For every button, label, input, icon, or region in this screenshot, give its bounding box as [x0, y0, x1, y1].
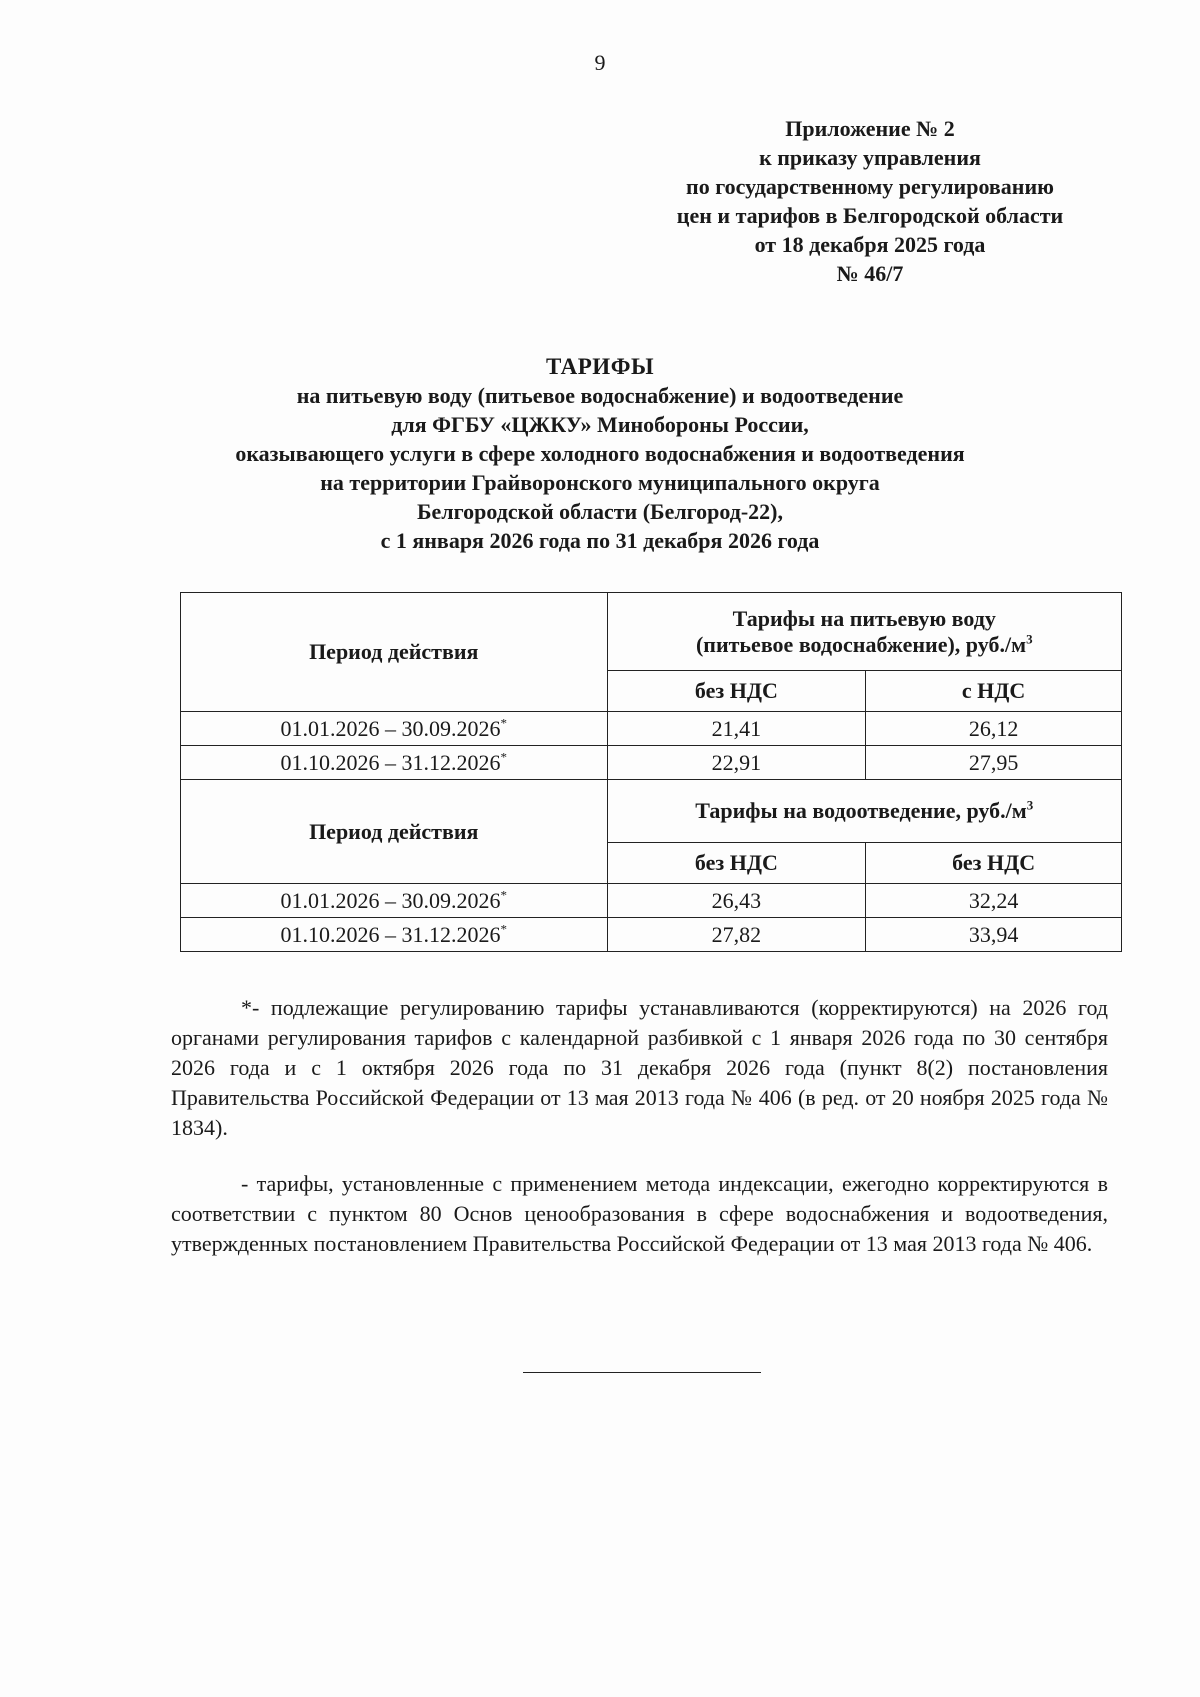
value-cell: 22,91 — [607, 746, 866, 780]
wastewater-tariff-header — [607, 780, 1121, 843]
table-row — [181, 918, 1122, 952]
appendix-line: Приложение № 2 — [785, 116, 955, 141]
footnote-mark: * — [500, 749, 507, 765]
appendix-line: от 18 декабря 2025 года — [754, 232, 986, 257]
tariffs-table — [180, 592, 1122, 952]
title-line: на территории Грайворонского муниципального округа — [320, 470, 880, 495]
end-divider — [523, 1372, 761, 1373]
title-line: Белгородской области (Белгород-22), — [417, 499, 783, 524]
value-cell: 33,94 — [866, 918, 1122, 952]
value-cell: 27,82 — [607, 918, 866, 952]
appendix-line: по государственному регулированию — [686, 174, 1054, 199]
indexation-paragraph — [171, 1169, 1108, 1259]
col-without-vat-header: без НДС — [607, 843, 866, 884]
col-with-vat-header: с НДС — [866, 671, 1122, 712]
table-row — [181, 712, 1122, 746]
water-tariff-header — [607, 593, 1121, 671]
page-number: 9 — [594, 50, 606, 75]
wastewater-tariff-header-text: Тарифы на водоотведение, руб./м — [695, 798, 1027, 823]
period-header: Период действия — [181, 780, 608, 884]
table-row — [181, 746, 1122, 780]
footnote-mark: * — [500, 887, 507, 903]
value-cell: 26,43 — [607, 884, 866, 918]
title-main: ТАРИФЫ — [545, 354, 655, 379]
indexation-text: - тарифы, установленные с применением метода индексации, ежегодно корректируются в соответствии с пунктом 80 Основ ценообразования в сфере водоснабжения и водоотведения, утвержденных постановлением Правительства Российской Федерации от 13 мая 2013 года № 406. — [171, 1171, 1108, 1256]
value-cell: 26,12 — [866, 712, 1122, 746]
col-without-vat-header: без НДС — [866, 843, 1122, 884]
title-line: с 1 января 2026 года по 31 декабря 2026 года — [380, 528, 820, 553]
table-header-row — [181, 780, 1122, 843]
table-row — [181, 884, 1122, 918]
water-tariff-header-line1: Тарифы на питьевую воду — [732, 605, 996, 631]
period-header: Период действия — [181, 593, 608, 712]
appendix-line: к приказу управления — [759, 145, 981, 170]
appendix-block — [620, 114, 1120, 288]
appendix-line: № 46/7 — [836, 261, 904, 286]
title-line: оказывающего услуги в сфере холодного водоснабжения и водоотведения — [235, 441, 965, 466]
value-cell: 27,95 — [866, 746, 1122, 780]
value-cell: 21,41 — [607, 712, 866, 746]
table-header-row — [181, 593, 1122, 671]
cubic-superscript: 3 — [1026, 631, 1033, 647]
period-cell: 01.10.2026 – 31.12.2026* — [181, 918, 608, 952]
footnote-paragraph — [171, 993, 1108, 1143]
title-line: для ФГБУ «ЦЖКУ» Минобороны России, — [391, 412, 809, 437]
col-without-vat-header: без НДС — [607, 671, 866, 712]
footnote-text: *- подлежащие регулированию тарифы устанавливаются (корректируются) на 2026 год органами регулирования тарифов с календарной разбивкой с 1 января 2026 года по 30 сентября 2026 года и с 1 октября 2026 года по 31 декабря 2026 года (пункт 8(2) постановления Правительства Российской Федерации от 13 мая 2013 года № 406 (в ред. от 20 ноября 2025 года № 1834). — [171, 995, 1108, 1140]
footnote-mark: * — [500, 715, 507, 731]
water-tariff-header-line2: (питьевое водоснабжение), руб./м — [695, 631, 1027, 657]
period-cell: 01.01.2026 – 30.09.2026* — [181, 712, 608, 746]
period-cell: 01.01.2026 – 30.09.2026* — [181, 884, 608, 918]
document-title — [150, 352, 1050, 555]
footnote-mark: * — [500, 921, 507, 937]
title-line: на питьевую воду (питьевое водоснабжение) и водоотведение — [296, 383, 904, 408]
period-cell: 01.10.2026 – 31.12.2026* — [181, 746, 608, 780]
appendix-line: цен и тарифов в Белгородской области — [676, 203, 1064, 228]
value-cell: 32,24 — [866, 884, 1122, 918]
cubic-superscript: 3 — [1026, 797, 1034, 813]
